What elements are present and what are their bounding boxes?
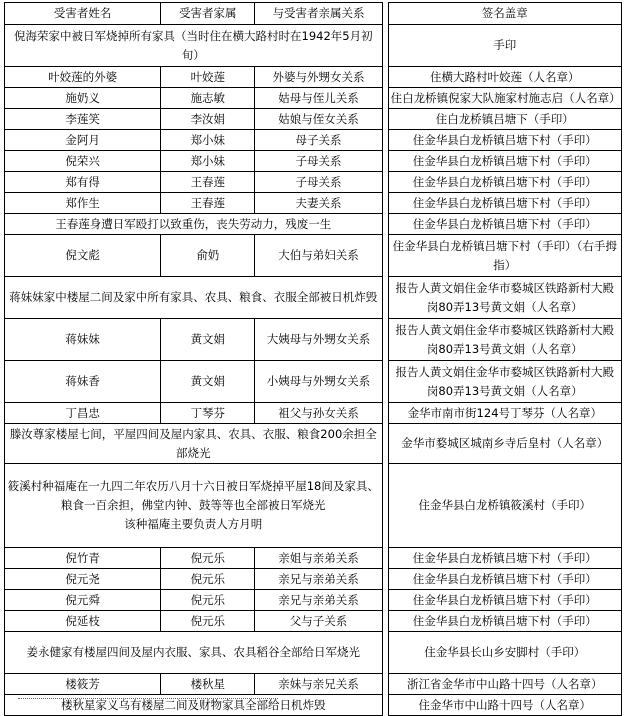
relationship-cell: 小姨母与外甥女关系	[255, 361, 382, 403]
family-member-cell: 李汝娟	[161, 109, 255, 130]
table-row	[5, 590, 622, 611]
victim-name-cell: 楼筱芳	[5, 674, 161, 695]
signature-cell: 报告人黄文娟住金华市婺城区铁路新村大殿岗80弄13号黄文娟（人名章）	[388, 277, 621, 319]
signature-cell: 金华市婺城区城南乡寺后皇村（人名章）	[388, 424, 621, 464]
signature-cell: 住金华县长山乡安脚村（手印）	[388, 632, 621, 674]
relationship-cell: 姑娘与侄女关系	[255, 109, 382, 130]
relationship-cell: 亲兄与亲弟关系	[255, 590, 382, 611]
family-member-cell: 倪元乐	[161, 590, 255, 611]
footer-dotted-line	[18, 698, 278, 703]
relationship-cell: 亲妹与亲兄关系	[255, 674, 382, 695]
signature-cell: 报告人黄文娟住金华市婺城区铁路新村大殿岗80弄13号黄文娟（人名章）	[388, 319, 621, 361]
table-row	[5, 109, 622, 130]
table-row	[5, 548, 622, 569]
table-row	[5, 403, 622, 424]
family-member-cell: 俞奶	[161, 235, 255, 277]
family-member-cell: 郑小妹	[161, 130, 255, 151]
victim-name-cell: 倪荣兴	[5, 151, 161, 172]
table-row	[5, 361, 622, 403]
victim-name-cell: 叶姣莲的外婆	[5, 67, 161, 88]
family-member-cell: 倪元乐	[161, 569, 255, 590]
table-row	[5, 193, 622, 214]
table-row	[5, 464, 622, 548]
family-member-cell: 施志敏	[161, 88, 255, 109]
signature-cell: 报告人黄文娟住金华市婺城区铁路新村大殿岗80弄13号黄文娟（人名章）	[388, 361, 621, 403]
table-row	[5, 319, 622, 361]
signature-cell: 住金华市中山路十四号（人名章）	[388, 695, 621, 716]
header-signature: 签名盖章	[388, 3, 621, 25]
victim-name-cell: 施奶义	[5, 88, 161, 109]
signature-cell: 住金华县白龙桥镇吕塘下村（手印）	[388, 172, 621, 193]
loss-description-cell: 王春莲身遭日军殴打以致重伤，丧失劳动力，残废一生	[5, 214, 383, 235]
relationship-cell: 亲兄与亲弟关系	[255, 569, 382, 590]
table-row	[5, 25, 622, 67]
relationship-cell: 祖父与孙女关系	[255, 403, 382, 424]
loss-description-cell: 姜永健家有楼屋四间及屋内衣服、家具、农具稻谷全部给日军烧光	[5, 632, 383, 674]
table-row	[5, 277, 622, 319]
signature-cell: 住金华县白龙桥镇吕塘下村（手印）	[388, 569, 621, 590]
relationship-cell: 姑母与侄儿关系	[255, 88, 382, 109]
table-row	[5, 674, 622, 695]
signature-cell: 住金华县白龙桥镇吕塘下村（手印）	[388, 590, 621, 611]
relationship-cell: 父与子关系	[255, 611, 382, 632]
relationship-cell: 亲姐与亲弟关系	[255, 548, 382, 569]
table-row	[5, 235, 622, 277]
family-member-cell: 倪元乐	[161, 548, 255, 569]
family-member-cell: 倪元乐	[161, 611, 255, 632]
relationship-cell: 大伯与弟妇关系	[255, 235, 382, 277]
table-row	[5, 88, 622, 109]
signature-cell: 住金华县白龙桥镇吕塘下村（手印）	[388, 130, 621, 151]
relationship-cell: 子母关系	[255, 172, 382, 193]
header-family-member: 受害者家属	[161, 3, 255, 25]
victim-name-cell: 金阿月	[5, 130, 161, 151]
signature-cell: 住金华县白龙桥镇吕塘下村（手印）	[388, 611, 621, 632]
victim-name-cell: 倪延枝	[5, 611, 161, 632]
table-row	[5, 214, 622, 235]
signature-cell: 住金华县白龙桥镇吕塘下村（手印）	[388, 214, 621, 235]
family-member-cell: 王春莲	[161, 193, 255, 214]
table-row	[5, 569, 622, 590]
family-member-cell: 黄文娟	[161, 319, 255, 361]
relationship-cell: 外婆与外甥女关系	[255, 67, 382, 88]
victim-name-cell: 倪元舜	[5, 590, 161, 611]
signature-cell: 住金华县白龙桥镇吕塘下村（手印）（右手拇指）	[388, 235, 621, 277]
signature-cell: 住金华县白龙桥镇吕塘下村（手印）	[388, 151, 621, 172]
table-row	[5, 424, 622, 464]
signature-cell: 住金华县白龙桥镇吕塘下村（手印）	[388, 548, 621, 569]
table-row	[5, 67, 622, 88]
victim-name-cell: 丁昌忠	[5, 403, 161, 424]
table-body	[5, 25, 622, 716]
loss-description-cell: 滕汝尊家楼屋七间，平屋四间及屋内家具、农具、衣服、粮食200余担全部烧光	[5, 424, 383, 464]
table-row	[5, 151, 622, 172]
family-member-cell: 楼秋星	[161, 674, 255, 695]
family-member-cell: 郑小妹	[161, 151, 255, 172]
loss-description-cell: 蒋妹妹家中楼屋二间及家中所有家具、农具、粮食、衣服全部被日机炸毁	[5, 277, 383, 319]
victim-name-cell: 郑有得	[5, 172, 161, 193]
header-relationship: 与受害者亲属关系	[255, 3, 382, 25]
relationship-cell: 母子关系	[255, 130, 382, 151]
victim-name-cell: 倪竹青	[5, 548, 161, 569]
family-member-cell: 王春莲	[161, 172, 255, 193]
relationship-cell: 夫妻关系	[255, 193, 382, 214]
table-row	[5, 611, 622, 632]
relationship-cell: 大姨母与外甥女关系	[255, 319, 382, 361]
header-row	[5, 3, 622, 25]
loss-description-cell: 楼秋星家义乌有楼屋二间及财物家具全部给日机炸毁	[5, 695, 383, 716]
victim-name-cell: 倪元尧	[5, 569, 161, 590]
table-row	[5, 172, 622, 193]
signature-cell: 住横大路村叶姣莲（人名章）	[388, 67, 621, 88]
family-member-cell: 黄文娟	[161, 361, 255, 403]
signature-cell: 住白龙桥镇吕塘下（手印）	[388, 109, 621, 130]
loss-description-cell: 倪海荣家中被日军烧掉所有家具（当时住在横大路村时在1942年5月初旬）	[5, 25, 383, 67]
victim-name-cell: 李莲笑	[5, 109, 161, 130]
relationship-cell: 子母关系	[255, 151, 382, 172]
table-row	[5, 130, 622, 151]
table-row	[5, 632, 622, 674]
victim-name-cell: 郑作生	[5, 193, 161, 214]
victim-name-cell: 蒋妹妹	[5, 319, 161, 361]
victim-name-cell: 蒋妹香	[5, 361, 161, 403]
signature-cell: 住金华县白龙桥镇吕塘下村（手印）	[388, 193, 621, 214]
victim-record-table	[4, 2, 622, 716]
signature-cell: 金华市南市街124号丁琴芬（人名章）	[388, 403, 621, 424]
signature-cell: 浙江省金华市中山路十四号（人名章）	[388, 674, 621, 695]
signature-cell: 住金华县白龙桥镇筱溪村（手印）	[388, 464, 621, 548]
family-member-cell: 丁琴芬	[161, 403, 255, 424]
signature-cell: 住白龙桥镇倪家大队施家村施志启（人名章）	[388, 88, 621, 109]
header-victim-name: 受害者姓名	[5, 3, 161, 25]
family-member-cell: 叶姣莲	[161, 67, 255, 88]
loss-description-cell: 筱溪村种福庵在一九四二年农历八月十六日被日军烧掉平屋18间及家具、粮食一百余担，佛堂内钟、鼓等等也全部被日军烧光 该种福庵主要负责人方月明	[5, 464, 383, 548]
signature-cell: 手印	[388, 25, 621, 67]
victim-name-cell: 倪文彪	[5, 235, 161, 277]
